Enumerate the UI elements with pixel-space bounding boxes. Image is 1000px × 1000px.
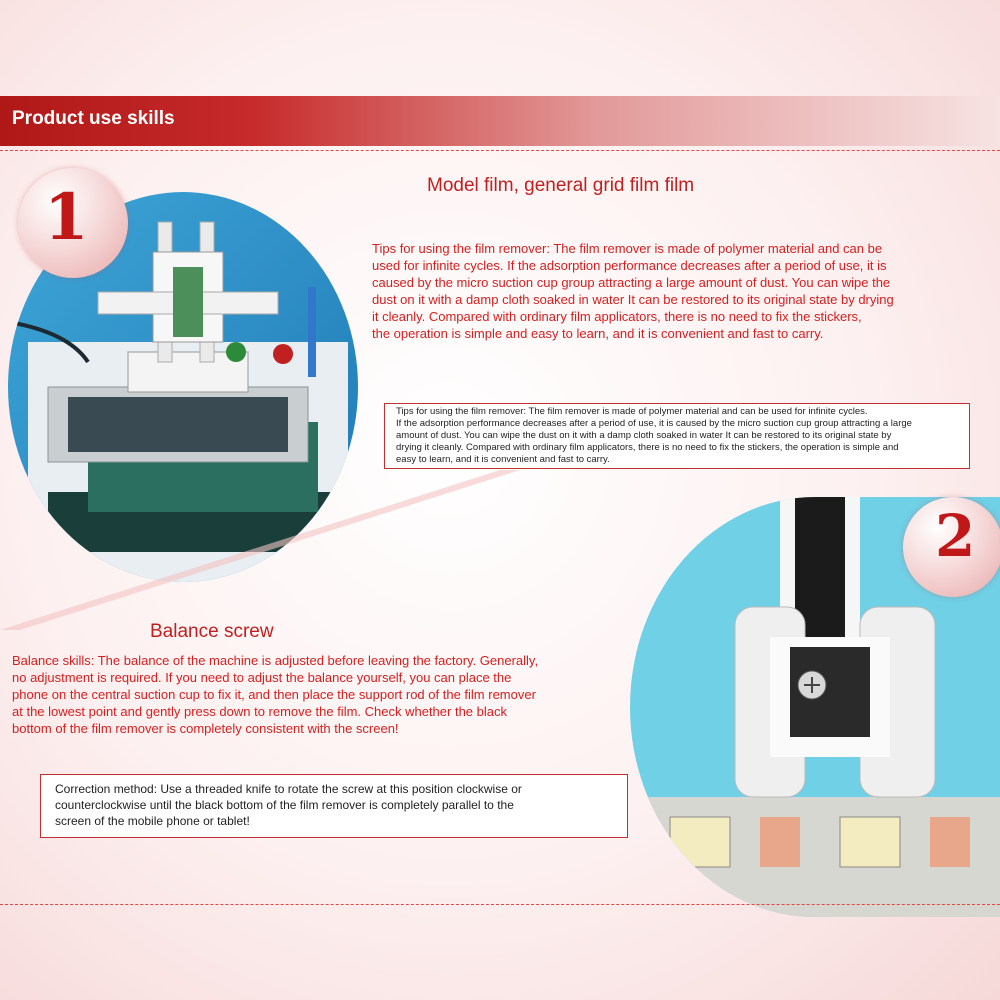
section1-tips-line: the operation is simple and easy to learn, and it is convenient and fast to carry. [372, 326, 824, 341]
section1-note-line: easy to learn, and it is convenient and fast to carry. [396, 454, 610, 465]
step-1-number: 1 [44, 180, 89, 255]
section2-correction-line: Correction method: Use a threaded knife to rotate the screw at this position clockwise or [55, 782, 522, 796]
section2-skills-line: phone on the central suction cup to fix it, and then place the support rod of the film remover [12, 687, 536, 702]
section1-note-line: amount of dust. You can wipe the dust on it with a damp cloth soaked in water It can be restored to its original state by [396, 430, 892, 441]
divider-top [0, 150, 1000, 151]
section2-skills-line: no adjustment is required. If you need to adjust the balance yourself, you can place the [12, 670, 512, 685]
section1-tips-line: caused by the micro suction cup group attracting a large amount of dust. You can wipe the [372, 275, 891, 290]
section2-correction-line: counterclockwise until the black bottom of the film remover is completely parallel to the [55, 798, 514, 812]
section2-title: Balance screw [150, 621, 274, 642]
section1-note-line: Tips for using the film remover: The film remover is made of polymer material and can be used for infinite cycles. [396, 406, 868, 417]
section1-note-line: drying it cleanly. Compared with ordinary film applicators, there is no need to fix the stickers, the operation is simple and [396, 442, 899, 453]
page-title: Product use skills [12, 108, 175, 129]
section1-tips-line: dust on it with a damp cloth soaked in water It can be restored to its original state by drying [372, 292, 894, 307]
section1-tips-line: used for infinite cycles. If the adsorption performance decreases after a period of use, it is [372, 258, 887, 273]
section1-tips-line: Tips for using the film remover: The film remover is made of polymer material and can be [372, 241, 883, 256]
section2-skills [12, 652, 632, 737]
section1-tips [372, 240, 994, 342]
step-2-number: 2 [935, 502, 976, 570]
section1-note-text [396, 406, 966, 466]
section2-skills-line: at the lowest point and gently press down to remove the film. Check whether the black [12, 704, 507, 719]
section1-tips-line: it cleanly. Compared with ordinary film applicators, there is no need to fix the stickers, [372, 309, 862, 324]
section2-correction-text [55, 781, 625, 829]
section2-skills-line: bottom of the film remover is completely consistent with the screen! [12, 721, 399, 736]
section1-title: Model film, general grid film film [427, 175, 695, 196]
divider-bottom [0, 904, 1000, 905]
section1-note-line: If the adsorption performance decreases after a period of use, it is caused by the micro suction cup group attracting a large [396, 418, 912, 429]
section2-skills-line: Balance skills: The balance of the machine is adjusted before leaving the factory. Generally, [12, 653, 539, 668]
section2-correction-line: screen of the mobile phone or tablet! [55, 814, 250, 828]
